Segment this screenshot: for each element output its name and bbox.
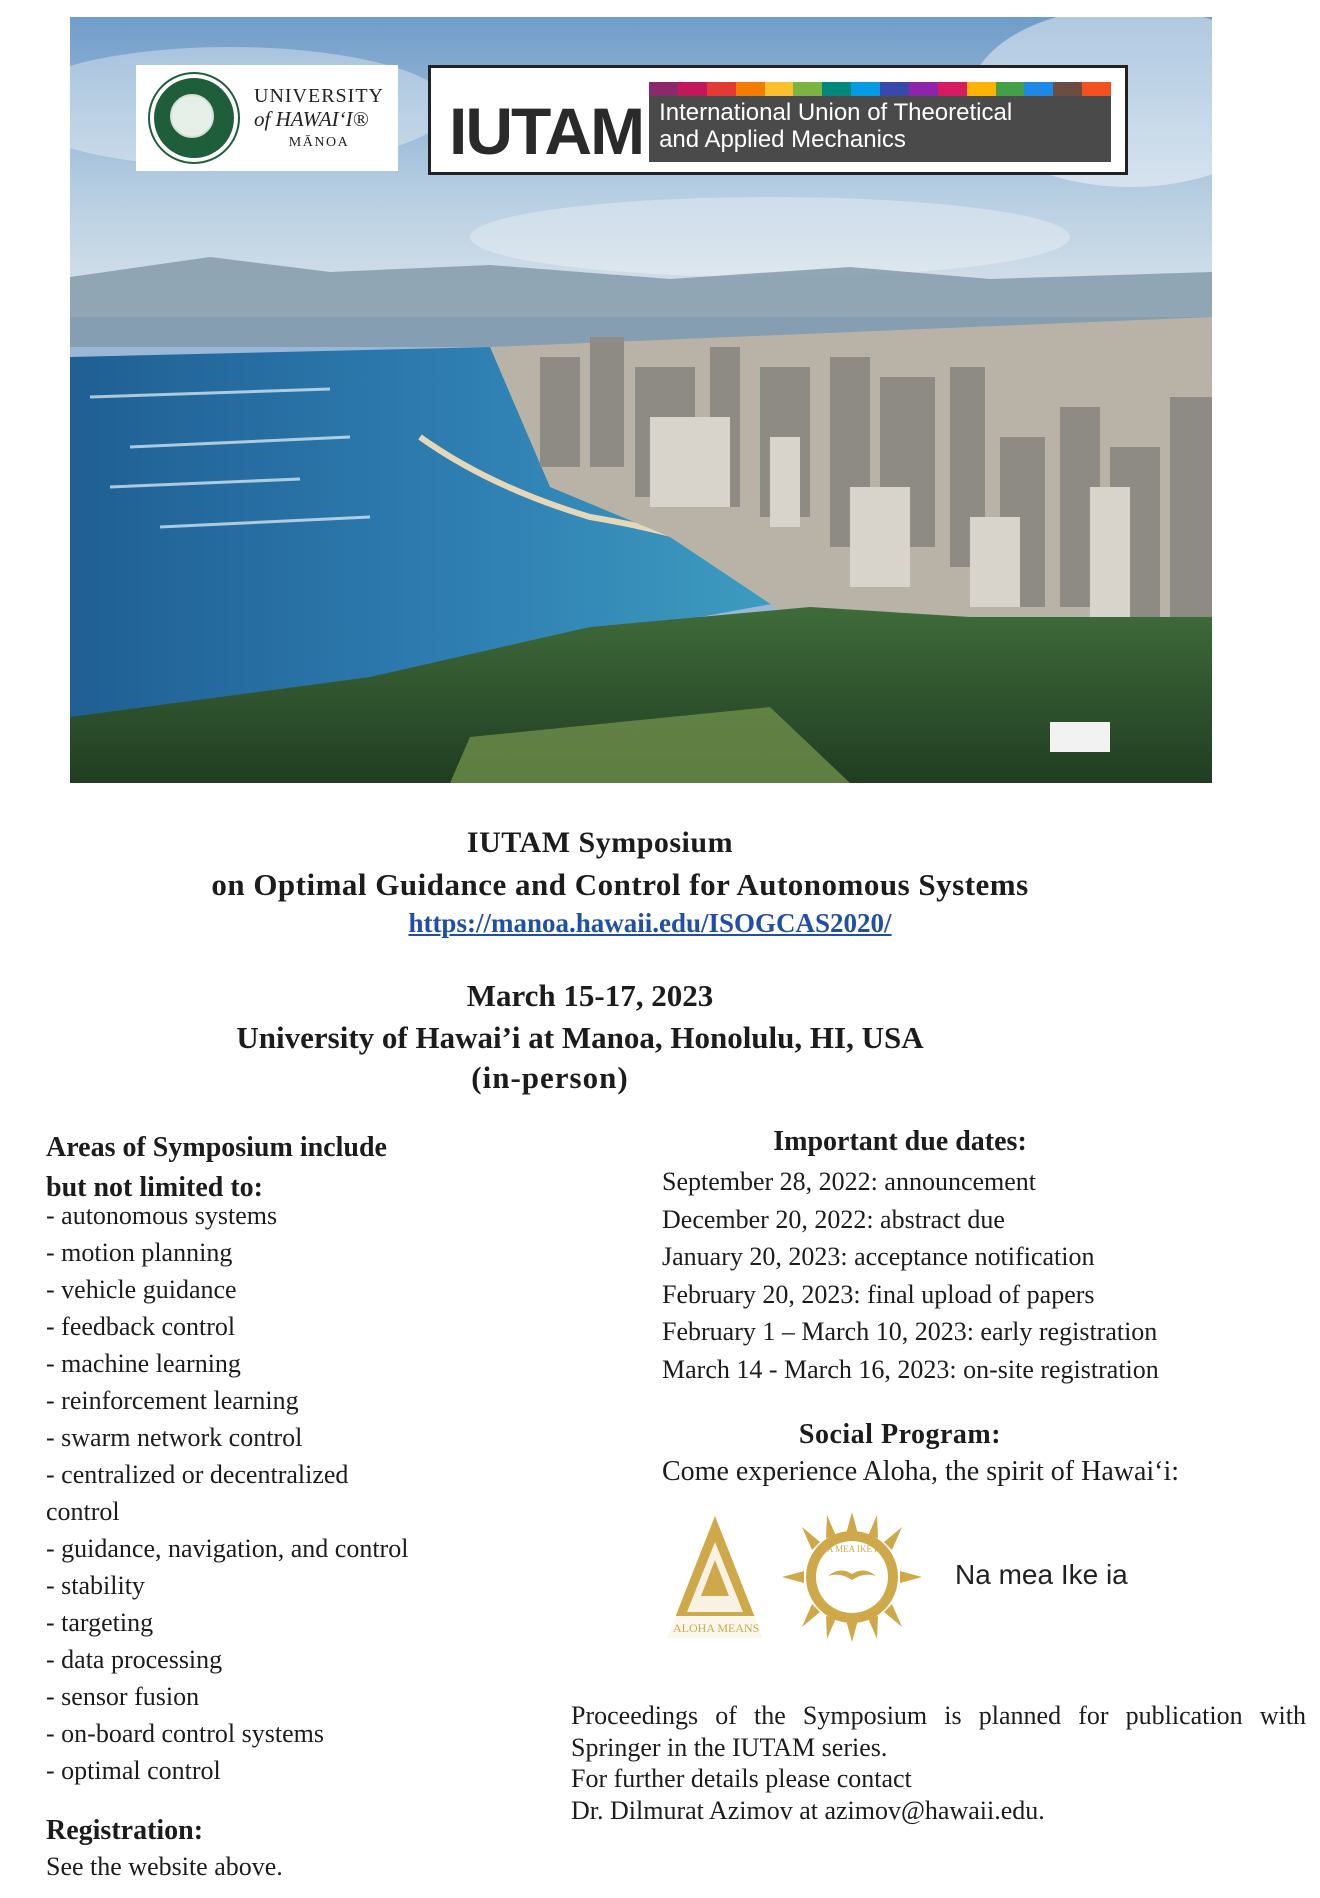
symposium-website-link[interactable]: https://manoa.hawaii.edu/ISOGCAS2020/ [408, 908, 892, 938]
uh-logo-line2: of HAWAIʻI® [254, 106, 369, 131]
proceedings-line3: For further details please contact [571, 1764, 912, 1793]
list-item: - centralized or decentralized [46, 1460, 349, 1489]
list-item: - autonomous systems [46, 1201, 278, 1230]
list-item: - feedback control [46, 1312, 236, 1341]
uh-manoa-logo [136, 65, 398, 171]
list-item: - guidance, navigation, and control [46, 1534, 409, 1563]
proceedings-line4: Dr. Dilmurat Azimov at azimov@hawaii.edu. [571, 1795, 1045, 1825]
list-item: - machine learning [46, 1349, 241, 1378]
iutam-name-line2: and Applied Mechanics [659, 125, 906, 153]
symposium-date: March 15-17, 2023 [466, 978, 714, 1013]
list-item: - stability [46, 1571, 145, 1600]
list-item: - on-board control systems [46, 1719, 325, 1748]
proceedings-line2: Springer in the IUTAM series. [571, 1732, 888, 1762]
social-program-heading: Social Program: [798, 1419, 1002, 1450]
list-item: - vehicle guidance [46, 1275, 237, 1304]
list-item: - sensor fusion [46, 1682, 200, 1711]
list-item: - swarm network control [46, 1423, 303, 1452]
aloha-badge-text: ALOHA MEANS [673, 1621, 760, 1635]
symposium-subtitle: on Optimal Guidance and Control for Autonomous Systems [211, 867, 1029, 902]
social-program-text: Come experience Aloha, the spirit of Hawai‘i: [662, 1456, 1180, 1487]
na-mea-ike-ia-caption: Na mea Ike ia [955, 1559, 1128, 1590]
list-item: - optimal control [46, 1756, 221, 1785]
list-item: February 1 – March 10, 2023: early registration [662, 1317, 1158, 1346]
list-item: - reinforcement learning [46, 1386, 299, 1415]
list-item: February 20, 2023: final upload of papers [662, 1279, 1095, 1309]
sun-badge-text: NA MEA IKE IA [820, 1544, 884, 1554]
iutam-color-stripes [649, 82, 1111, 96]
areas-heading [46, 1128, 466, 1208]
list-item: - data processing [46, 1645, 223, 1674]
symposium-title: IUTAM Symposium [466, 826, 734, 859]
list-item: January 20, 2023: acceptance notification [662, 1242, 1095, 1271]
hero-photo [70, 17, 1212, 783]
iutam-logo-word: IUTAM [449, 94, 644, 168]
na-mea-ike-ia-badge-icon [782, 1512, 922, 1642]
due-dates-heading: Important due dates: [773, 1126, 1027, 1157]
uh-logo-line1: UNIVERSITY [254, 85, 384, 108]
uh-logo-line3: MĀNOA [288, 134, 350, 150]
list-item: - targeting [46, 1608, 154, 1637]
areas-list [46, 1197, 466, 1789]
areas-heading-line1: Areas of Symposium include [46, 1132, 387, 1163]
areas-heading-line2: but not limited to: [46, 1172, 263, 1203]
due-dates-list [662, 1163, 1222, 1388]
list-item: September 28, 2022: announcement [662, 1167, 1037, 1196]
list-item: control [46, 1497, 120, 1526]
iutam-logo [428, 65, 1128, 175]
registration-heading: Registration: [46, 1815, 204, 1846]
iutam-name-line1: International Union of Theoretical [659, 99, 1013, 126]
proceedings-line1: Proceedings of the Symposium is planned for publication with [571, 1701, 1306, 1730]
uh-seal-icon [150, 74, 238, 162]
list-item: - motion planning [46, 1238, 233, 1267]
aloha-means-badge-icon [663, 1512, 767, 1642]
list-item: December 20, 2022: abstract due [662, 1204, 1005, 1234]
registration-text: See the website above. [46, 1852, 283, 1881]
symposium-mode: (in-person) [471, 1060, 629, 1095]
proceedings-text [571, 1700, 1306, 1826]
list-item: March 14 - March 16, 2023: on-site registration [662, 1354, 1159, 1384]
symposium-venue: University of Hawai’i at Manoa, Honolulu, HI, USA [236, 1020, 924, 1055]
